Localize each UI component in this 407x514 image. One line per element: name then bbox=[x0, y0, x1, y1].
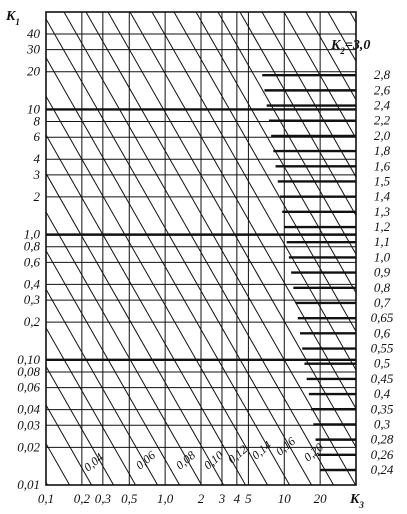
y-tick-label: 20 bbox=[27, 63, 40, 79]
k3-curve-label: 0,04 bbox=[80, 450, 107, 475]
k3-diagonal bbox=[0, 12, 268, 485]
y-tick-label: 10 bbox=[27, 101, 40, 117]
k2-value-label: 2,4 bbox=[373, 97, 391, 113]
k2-value-label: 1,0 bbox=[373, 249, 391, 265]
k2-value-label: 0,45 bbox=[370, 370, 394, 386]
x-tick-label: 2 bbox=[197, 491, 205, 506]
k2-scale-title: $K_2=3,0$ bbox=[331, 38, 371, 56]
k3-curve-label: 0,12 bbox=[224, 442, 251, 467]
k3-curve-label: 0,10 bbox=[200, 448, 227, 473]
x-tick-label: 0,2 bbox=[73, 491, 90, 506]
k2-value-label: 1,8 bbox=[373, 143, 391, 159]
k3-diagonal bbox=[108, 12, 378, 485]
x-tick-label: 4 bbox=[233, 491, 241, 506]
y-tick-label: 0,8 bbox=[23, 238, 40, 254]
y-tick-label: 0,6 bbox=[23, 254, 40, 270]
y-tick-label: 0,10 bbox=[17, 351, 40, 367]
k2-value-label: 0,55 bbox=[370, 340, 394, 356]
k2-value-label: 1,1 bbox=[373, 234, 391, 250]
x-tick-label: 10 bbox=[277, 491, 291, 506]
x-tick-label: 3 bbox=[218, 491, 226, 506]
k3-curve-label: 0,20 bbox=[300, 440, 327, 465]
k2-value-label: 1,4 bbox=[373, 188, 391, 204]
k3-diagonal bbox=[152, 12, 407, 485]
k2-value-label: 0,35 bbox=[370, 401, 394, 417]
x-tick-label: 20 bbox=[313, 491, 327, 506]
k2-value-label: 1,5 bbox=[373, 173, 391, 189]
k2-value-label: 0,24 bbox=[370, 462, 394, 477]
y-tick-label: 0,06 bbox=[17, 379, 40, 395]
y-tick-label: 0,02 bbox=[17, 439, 40, 455]
y-tick-label: 4 bbox=[33, 151, 40, 167]
y-tick-label: 0,3 bbox=[23, 292, 40, 308]
y-tick-label: 0,4 bbox=[23, 276, 40, 292]
k3-curve-label: 0,14 bbox=[248, 438, 275, 463]
y-tick-label: 0,03 bbox=[17, 417, 40, 433]
k2-value-label: 0,65 bbox=[370, 310, 394, 326]
grid-lines bbox=[46, 12, 356, 485]
k3-diagonal bbox=[328, 12, 407, 485]
y-tick-label: 0,01 bbox=[17, 477, 40, 492]
k2-value-label: 0,8 bbox=[373, 279, 391, 295]
k2-value-label: 1,6 bbox=[373, 158, 391, 174]
k2-step-lines bbox=[262, 75, 356, 470]
k2-value-label: 0,5 bbox=[373, 355, 391, 371]
y-tick-label: 2 bbox=[33, 188, 40, 204]
k2-value-label: 0,28 bbox=[370, 431, 394, 447]
k2-value-label: 0,4 bbox=[373, 386, 391, 402]
y-tick-label: 3 bbox=[33, 166, 40, 182]
k2-value-label: 2,8 bbox=[373, 67, 391, 83]
k3-diagonal bbox=[20, 12, 290, 485]
k3-curve-label: 0,16 bbox=[272, 434, 299, 459]
k3-diagonal-lines bbox=[0, 12, 407, 485]
x-axis-title: $K_3$ bbox=[350, 492, 364, 510]
y-tick-label: 6 bbox=[33, 129, 40, 145]
k2-value-label: 0,26 bbox=[370, 446, 394, 462]
y-axis-title: $K_1$ bbox=[6, 9, 20, 27]
x-tick-label: 1,0 bbox=[157, 491, 174, 506]
y-tick-label: 0,08 bbox=[17, 363, 40, 379]
k2-value-label: 2,0 bbox=[373, 127, 391, 143]
k2-value-label: 1,3 bbox=[373, 203, 391, 219]
y-tick-label: 40 bbox=[27, 26, 40, 42]
k3-curve-label: 0,06 bbox=[132, 448, 159, 473]
k3-diagonal bbox=[86, 12, 356, 485]
y-tick-label: 0,2 bbox=[23, 314, 40, 330]
y-tick-label: 1,0 bbox=[23, 226, 40, 242]
k3-curve-label: 0,08 bbox=[172, 448, 199, 473]
k3-diagonal bbox=[130, 12, 400, 485]
x-tick-label: 0,5 bbox=[121, 491, 138, 506]
y-tick-label: 30 bbox=[27, 41, 40, 57]
k3-diagonal bbox=[0, 12, 4, 485]
k2-value-label: 0,7 bbox=[373, 294, 391, 310]
k2-value-label: 0,6 bbox=[373, 325, 391, 341]
k3-diagonal bbox=[64, 12, 334, 485]
k2-value-label: 2,2 bbox=[373, 112, 391, 128]
x-tick-label: 0,1 bbox=[37, 491, 55, 506]
x-tick-label: 0,3 bbox=[94, 491, 111, 506]
y-tick-label: 8 bbox=[33, 113, 40, 129]
k2-value-label: 0,3 bbox=[373, 416, 391, 432]
y-tick-label: 0,04 bbox=[17, 401, 40, 417]
k2-value-label: 2,6 bbox=[373, 82, 391, 98]
k2-value-label: 1,2 bbox=[373, 219, 391, 235]
k2-value-label: 0,9 bbox=[373, 264, 391, 280]
x-tick-label: 5 bbox=[245, 491, 252, 506]
k3-diagonal bbox=[42, 12, 312, 485]
